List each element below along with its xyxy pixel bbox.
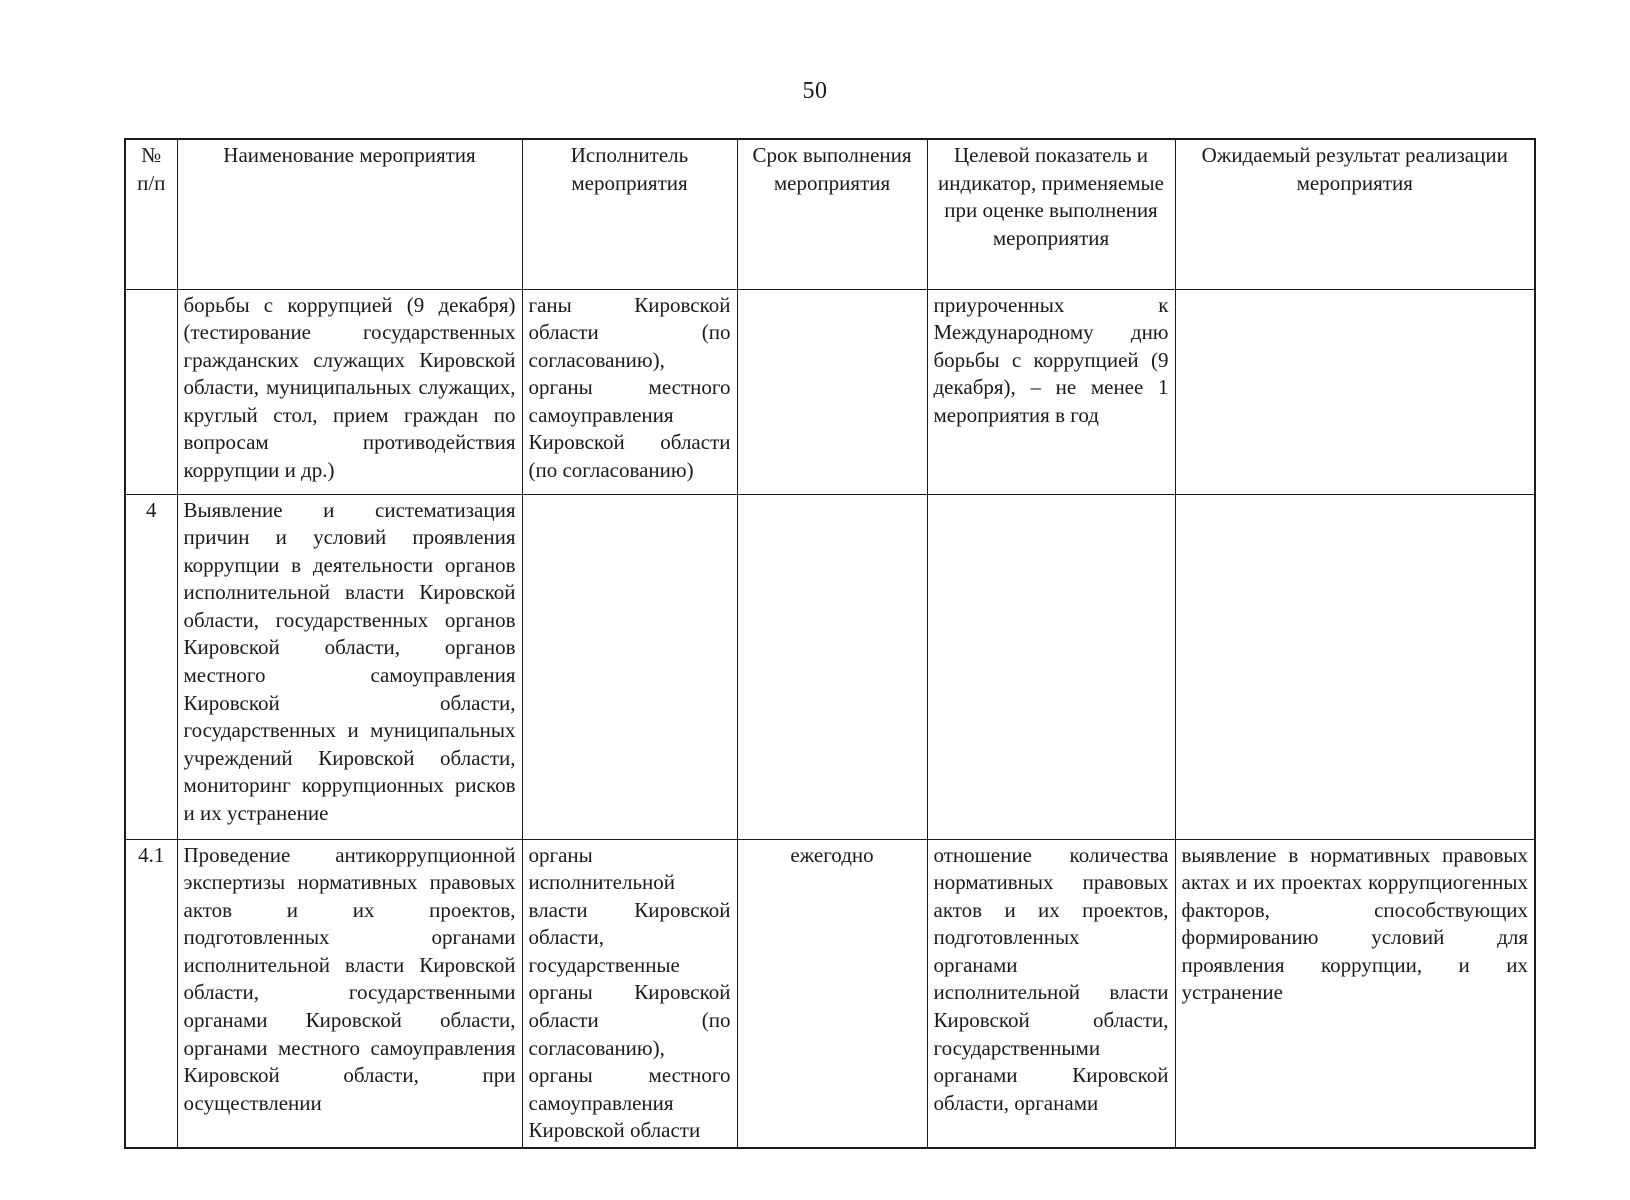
row-result: выявление в нормативных правовых актах и их проектах коррупциогенных факторов, способствующих формированию условий для проявления коррупции, и их устранение	[1175, 839, 1535, 1148]
row-num	[125, 289, 177, 494]
row-executor	[522, 494, 737, 839]
page-number: 50	[802, 78, 828, 104]
row-deadline: ежегодно	[737, 839, 927, 1148]
table-row	[125, 289, 1535, 494]
row-num: 4.1	[125, 839, 177, 1148]
row-deadline	[737, 494, 927, 839]
row-result	[1175, 494, 1535, 839]
table-row	[125, 494, 1535, 839]
row-executor: органы исполнительной власти Кировской области, государственные органы Кировской области (по согласованию), органы местного самоуправления Кировской области	[522, 839, 737, 1148]
table-row	[125, 839, 1535, 1148]
header-deadline: Срок выполнения мероприятия	[737, 139, 927, 289]
header-name: Наименование мероприятия	[177, 139, 522, 289]
row-name: Проведение антикоррупционной экспертизы нормативных правовых актов и их проектов, подготовленных органами исполнительной власти Кировской области, государственными органами Кировской области, органами местного самоуправления Кировской области, при осуществлении	[177, 839, 522, 1148]
header-num: № п/п	[125, 139, 177, 289]
row-deadline	[737, 289, 927, 494]
header-indicator: Целевой показатель и индикатор, применяемые при оценке выполнения мероприятия	[927, 139, 1175, 289]
row-num: 4	[125, 494, 177, 839]
row-name: Выявление и систематизация причин и условий проявления коррупции в деятельности органов исполнительной власти Кировской области, государственных органов Кировской области, органов местного самоуправления Кировской области, государственных и муниципальных учреждений Кировской области, мониторинг коррупционных рисков и их устранение	[177, 494, 522, 839]
row-indicator: приуроченных к Международному дню борьбы с коррупцией (9 декабря), – не менее 1 мероприятия в год	[927, 289, 1175, 494]
measures-table	[124, 138, 1536, 1149]
row-executor: ганы Кировской области (по согласованию), органы местного самоуправления Кировской области (по согласованию)	[522, 289, 737, 494]
row-indicator	[927, 494, 1175, 839]
row-indicator: отношение количества нормативных правовых актов и их проектов, подготовленных органами исполнительной власти Кировской области, государственными органами Кировской области, органами	[927, 839, 1175, 1148]
row-name: борьбы с коррупцией (9 декабря) (тестирование государственных гражданских служащих Кировской области, муниципальных служащих, круглый стол, прием граждан по вопросам противодействия коррупции и др.)	[177, 289, 522, 494]
table-header-row	[125, 139, 1535, 289]
row-result	[1175, 289, 1535, 494]
header-result: Ожидаемый результат реализации мероприятия	[1175, 139, 1535, 289]
header-executor: Исполнитель мероприятия	[522, 139, 737, 289]
